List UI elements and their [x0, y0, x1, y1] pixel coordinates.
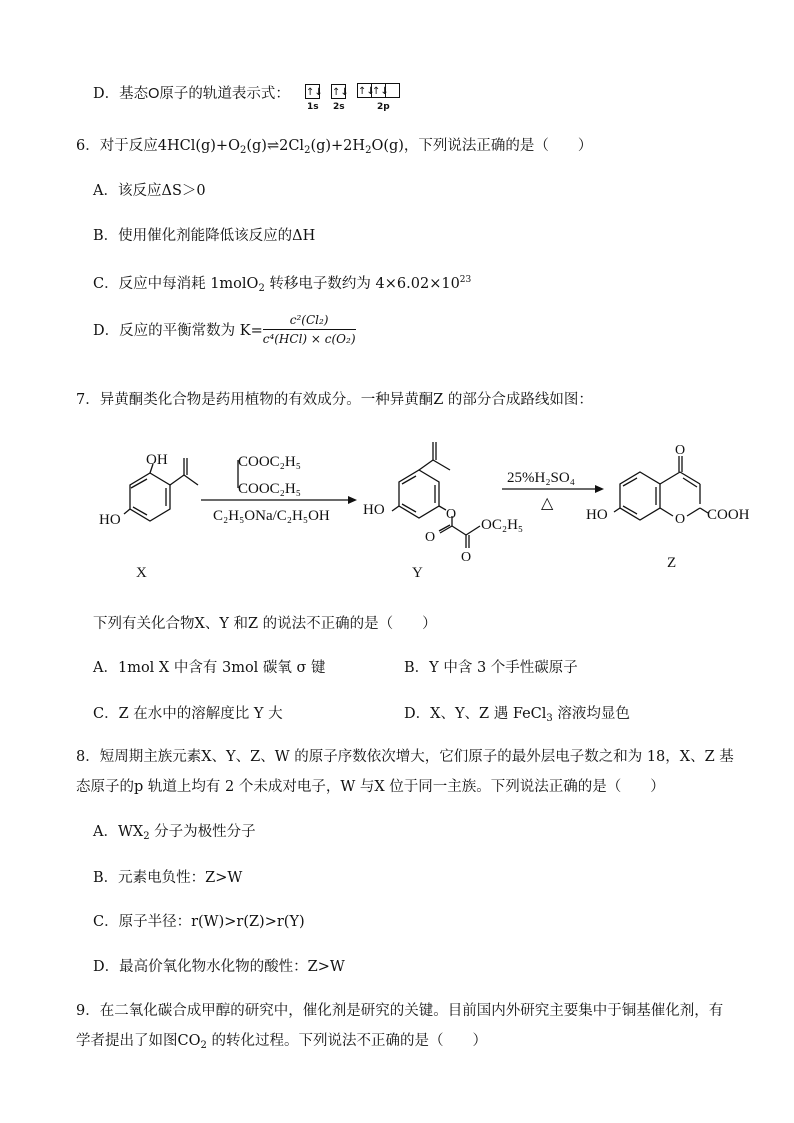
q9-stem2-rest: 的转化过程。下列说法不正确的是（ ）: [206, 1033, 487, 1049]
rxn-part: O(g): [371, 138, 404, 154]
y-o-bottom: O: [461, 550, 472, 565]
reagent2-top: 25%H₂SO₄: [507, 470, 575, 486]
q7-optd-main: D．X、Y、Z 遇 FeCl: [404, 706, 547, 722]
q6-option-d: [93, 313, 356, 346]
compound-y: [392, 442, 480, 548]
arrow-1-head: [348, 496, 357, 504]
q8-stem-line2: 态原子的p 轨道上均有 2 个未成对电子，W 与X 位于同一主族。下列说法正确的是（ ）: [76, 779, 665, 795]
orbital-label-2s: 2s: [333, 102, 345, 112]
q8-stem-line1: 8．短周期主族元素X、Y、Z、W 的原子序数依次增大，它们原子的最外层电子数之和为 18，X、Z 基: [76, 749, 734, 765]
q8-option-a: [93, 822, 256, 847]
q9-stem-line2: [76, 1031, 487, 1056]
rxn-part: 4HCl(g)+O: [157, 138, 240, 154]
equilibrium-fraction: [263, 313, 356, 346]
q7-question: 下列有关化合物X、Y 和Z 的说法不正确的是（ ）: [93, 616, 437, 632]
y-o-ester: O: [446, 507, 457, 522]
orbital-diagram: [305, 83, 420, 115]
fraction-numerator: c²(Cl₂): [263, 313, 356, 330]
q6-optc-sub: 2: [258, 283, 265, 294]
synthesis-scheme: [0, 440, 794, 610]
q7-option-a: A．1mol X 中含有 3mol 碳氧 σ 键: [93, 660, 326, 676]
q5-option-d: [93, 84, 290, 104]
q6-option-c: [93, 270, 471, 299]
q5-optd-atom: O: [148, 86, 160, 102]
q8-opta-main: A．WX: [93, 824, 144, 840]
q8-option-d: D．最高价氧化物水化物的酸性：Z>W: [93, 959, 345, 975]
q8-option-c: C．原子半径：r(W)>r(Z)>r(Y): [93, 914, 305, 930]
q6-stem-prefix: 6．对于反应: [76, 138, 158, 154]
q6-optd-prefix: D．反应的平衡常数为 K=: [93, 323, 263, 339]
q7-option-b: B．Y 中含 3 个手性碳原子: [404, 660, 578, 676]
reagent-top1: COOC₂H₅: [238, 454, 301, 470]
y-label: Y: [412, 565, 423, 581]
y-o-left: O: [425, 530, 436, 545]
reagent-bottom: C₂H₅ONa/C₂H₅OH: [213, 508, 330, 524]
q7-optd-sub: 3: [546, 713, 553, 724]
q7-option-c: C．Z 在水中的溶解度比 Y 大: [93, 706, 283, 722]
orbital-box: ↑↓: [305, 84, 320, 99]
q6-optc-rest: 转移电子数约为 4×6.02×10: [264, 276, 460, 292]
orbital-label-1s: 1s: [307, 102, 319, 112]
q8-option-b: B．元素电负性：Z>W: [93, 870, 243, 886]
q5-optd-suffix: 原子的轨道表示式：: [159, 86, 290, 102]
z-o-top: O: [675, 443, 686, 458]
rxn-sub: 2: [365, 145, 372, 156]
orbital-box: ↑↓: [371, 83, 386, 98]
x-label: X: [136, 565, 147, 581]
q5-optd-prefix: D．基态: [93, 86, 149, 102]
compound-z: [614, 456, 708, 520]
orbital-1s: [305, 83, 323, 99]
reagent-top2: COOC₂H₅: [238, 481, 301, 497]
reagent2-bottom: △: [541, 495, 554, 512]
q9-stem2-main: 学者提出了如图CO: [76, 1033, 201, 1049]
orbital-box: [385, 83, 400, 98]
orbital-label-2p: 2p: [377, 102, 390, 112]
q6-option-b: B．使用催化剂能降低该反应的ΔH: [93, 228, 316, 244]
q9-stem2-sub: 2: [200, 1040, 207, 1051]
orbital-2s: [331, 83, 349, 99]
z-o-ring: O: [675, 512, 686, 527]
arrow-2-head: [595, 485, 604, 493]
rxn-sub: 2: [239, 145, 247, 156]
q8-opta-sub: 2: [143, 831, 150, 842]
q6-stem-suffix: ，下列说法正确的是（ ）: [403, 138, 593, 154]
y-ho-text: HO: [363, 502, 385, 518]
rxn-part: (g)⇌2Cl: [246, 138, 305, 154]
q7-stem: 7．异黄酮类化合物是药用植物的有效成分。一种异黄酮Z 的部分合成路线如图：: [76, 392, 593, 408]
z-ho-text: HO: [586, 507, 608, 523]
fraction-denominator: c⁴(HCl) × c(O₂): [262, 332, 356, 346]
q7-option-d: [404, 704, 630, 729]
q6-optc-sup: 23: [459, 275, 472, 285]
q8-opta-rest: 分子为极性分子: [149, 824, 256, 840]
x-ho-text: HO: [99, 512, 121, 528]
q9-stem-line1: 9．在二氧化碳合成甲醇的研究中，催化剂是研究的关键。目前国内外研究主要集中于铜基催化剂，有: [76, 1003, 724, 1019]
q7-optd-rest: 溶液均显色: [552, 706, 630, 722]
q6-stem: [76, 136, 592, 161]
rxn-sub: 2: [304, 145, 311, 156]
z-cooh-text: COOH: [707, 507, 750, 523]
q6-optc-main: C．反应中每消耗 1molO: [93, 276, 259, 292]
rxn-part: (g)+2H: [310, 138, 366, 154]
x-oh-text: OH: [146, 452, 168, 468]
orbital-box: ↑↓: [357, 83, 372, 98]
y-oet-text: OC₂H₅: [481, 517, 524, 533]
q6-reaction: [158, 138, 404, 154]
orbital-2p: [357, 83, 400, 98]
q6-option-a: A．该反应ΔS＞0: [93, 183, 206, 199]
z-label: Z: [667, 555, 677, 571]
orbital-box: ↑↓: [331, 84, 346, 99]
